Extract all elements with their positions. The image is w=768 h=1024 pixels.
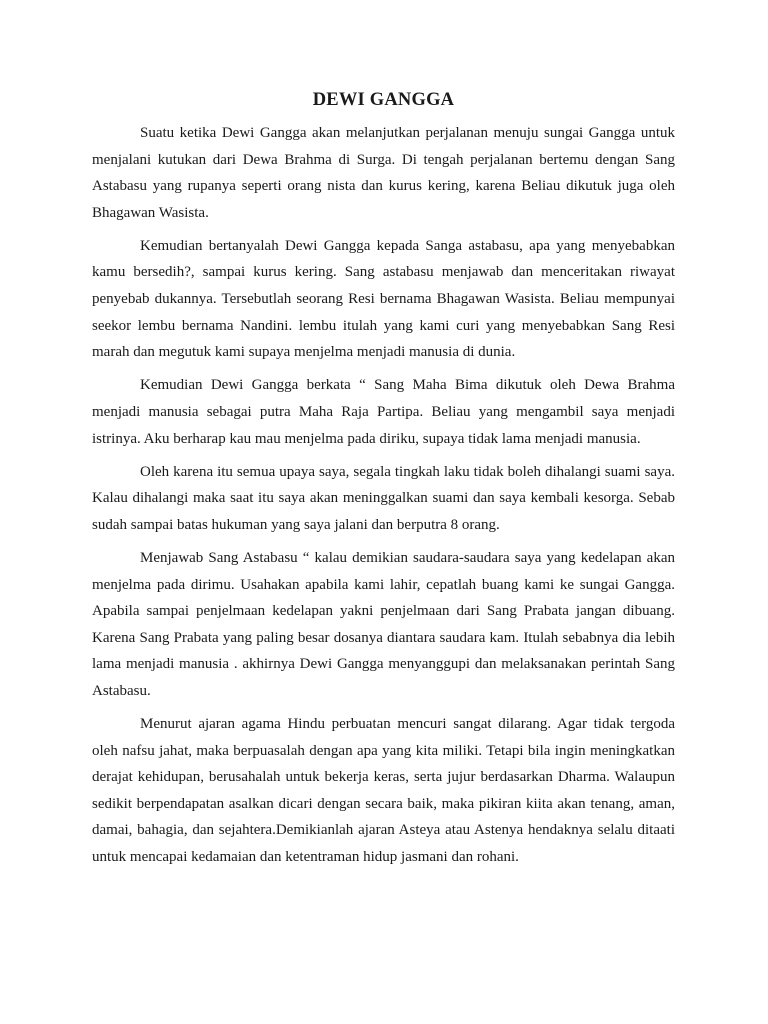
paragraph-4: Oleh karena itu semua upaya saya, segala tingkah laku tidak boleh dihalangi suami saya. Kalau dihalangi maka saat itu saya akan meninggalkan suami dan saya kembali kesorga. Sebab sudah sampai batas hukuman yang saya jalani dan berputra 8 orang. [92,463,675,533]
document-page [92,86,675,877]
paragraph-2: Kemudian bertanyalah Dewi Gangga kepada Sanga astabasu, apa yang menyebabkan kamu bersedih?, sampai kurus kering. Sang astabasu menjawab dan menceritakan riwayat penyebab dukannya. Tersebutlah seorang Resi bernama Bhagawan Wasista. Beliau mempunyai seekor lembu bernama Nandini. lembu itulah yang kami curi yang menyebabkan Sang Resi marah dan megutuk kami supaya menjelma menjadi manusia di dunia. [92,237,675,361]
paragraph-1: Suatu ketika Dewi Gangga akan melanjutkan perjalanan menuju sungai Gangga untuk menjalani kutukan dari Dewa Brahma di Surga. Di tengah perjalanan bertemu dengan Sang Astabasu yang rupanya seperti orang nista dan kurus kering, karena Beliau dikutuk juga oleh Bhagawan Wasista. [92,125,675,221]
document-title: DEWI GANGGA [312,90,455,110]
paragraph-5: Menjawab Sang Astabasu “ kalau demikian saudara-saudara saya yang kedelapan akan menjelma pada dirimu. Usahakan apabila kami lahir, cepatlah buang kami ke sungai Gangga. Apabila sampai penjelmaan kedelapan yakni penjelmaan dari Sang Prabata jangan dibuang. Karena Sang Prabata yang paling besar dosanya diantara saudara kam. Itulah sebabnya dia lebih lama menjadi manusia . akhirnya Dewi Gangga menyanggupi dan melaksanakan perintah Sang Astabasu. [92,549,675,699]
paragraph-3: Kemudian Dewi Gangga berkata “ Sang Maha Bima dikutuk oleh Dewa Brahma menjadi manusia sebagai putra Maha Raja Partipa. Beliau yang mengambil saya menjadi istrinya. Aku berharap kau mau menjelma pada diriku, supaya tidak lama menjadi manusia. [92,377,675,447]
paragraph-6: Menurut ajaran agama Hindu perbuatan mencuri sangat dilarang. Agar tidak tergoda oleh nafsu jahat, maka berpuasalah dengan apa yang kita miliki. Tetapi bila ingin meningkatkan derajat kehidupan, berusahalah untuk bekerja keras, serta jujur berdasarkan Dharma. Walaupun sedikit berpendapatan asalkan dicari dengan secara baik, maka pikiran kiita akan tenang, aman, damai, bahagia, dan sejahtera.Demikianlah ajaran Asteya atau Astenya hendaknya selalu ditaati untuk mencapai kedamaian dan ketentraman hidup jasmani dan rohani. [92,715,675,865]
